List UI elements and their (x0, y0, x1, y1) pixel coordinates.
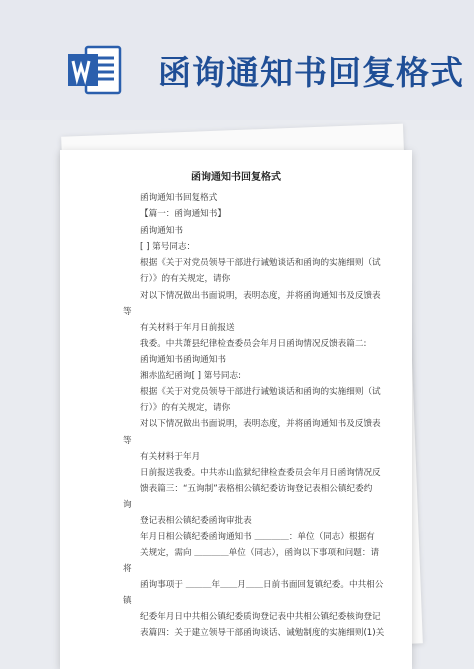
body-line: 纪委年月日中共相公镇纪委质询登记表中共相公镇纪委核询登记 (140, 612, 381, 622)
body-line: [ ] 第号同志： (140, 242, 196, 252)
body-line: 函询通知书函询通知书 (140, 355, 226, 365)
body-line: 将 (123, 564, 132, 574)
body-line: 【篇一：函询通知书】 (140, 209, 226, 219)
document-page (60, 150, 412, 669)
body-line: 行）》的有关规定，请你 (140, 403, 231, 413)
body-line: 对以下情况做出书面说明，表明态度，并将函询通知书及反馈表 (140, 419, 381, 429)
body-line: 等 (123, 307, 132, 317)
body-line: 馈表篇三：“五询制”表格相公镇纪委访询登记表相公镇纪委约 (140, 484, 373, 494)
body-line: 等 (123, 436, 132, 446)
document-title: 函询通知书回复格式 (191, 172, 281, 183)
body-line: 函询通知书回复格式 (140, 193, 218, 203)
body-line: 根据《关于对党员领导干部进行诫勉谈话和函询的实施细则（试 (140, 387, 381, 397)
body-line: 登记表相公镇纪委函询审批表 (140, 516, 252, 526)
banner-title: 函询通知书回复格式 (158, 53, 464, 92)
body-line: 有关材料于年月 (140, 452, 201, 462)
word-document-icon (66, 43, 122, 97)
body-line: 根据《关于对党员领导干部进行诫勉谈话和函询的实施细则（试 (140, 258, 381, 268)
body-line: 湘赤监纪函询[ ] 第号同志: (140, 371, 242, 381)
body-line: 我委。中共萧县纪律检查委员会年月日函询情况反馈表篇二: (140, 339, 367, 349)
body-line: 询 (123, 500, 132, 510)
body-line: 表篇四：关于建立领导干部函询谈话、诫勉制度的实施细则(1)关 (140, 628, 385, 638)
body-line: 镇 (123, 596, 132, 606)
body-line: 函询通知书 (140, 226, 183, 236)
body-line: 有关材料于年月日前报送 (140, 323, 235, 333)
body-line: 关规定，需向 ＿＿＿＿单位（同志），函询以下事项和问题：请 (140, 548, 380, 558)
body-line: 日前报送我委。中共赤山监狱纪律检查委员会年月日函询情况反 (140, 468, 381, 478)
body-line: 函询事项于 ＿＿＿年＿＿月＿＿日前书面回复镇纪委。中共相公 (140, 580, 384, 590)
banner (0, 0, 474, 120)
body-line: 年月日相公镇纪委函询通知书 ＿＿＿＿：单位（同志）根据有 (140, 532, 375, 542)
body-line: 对以下情况做出书面说明，表明态度，并将函询通知书及反馈表 (140, 291, 381, 301)
body-line: 行）》的有关规定，请你 (140, 274, 231, 284)
